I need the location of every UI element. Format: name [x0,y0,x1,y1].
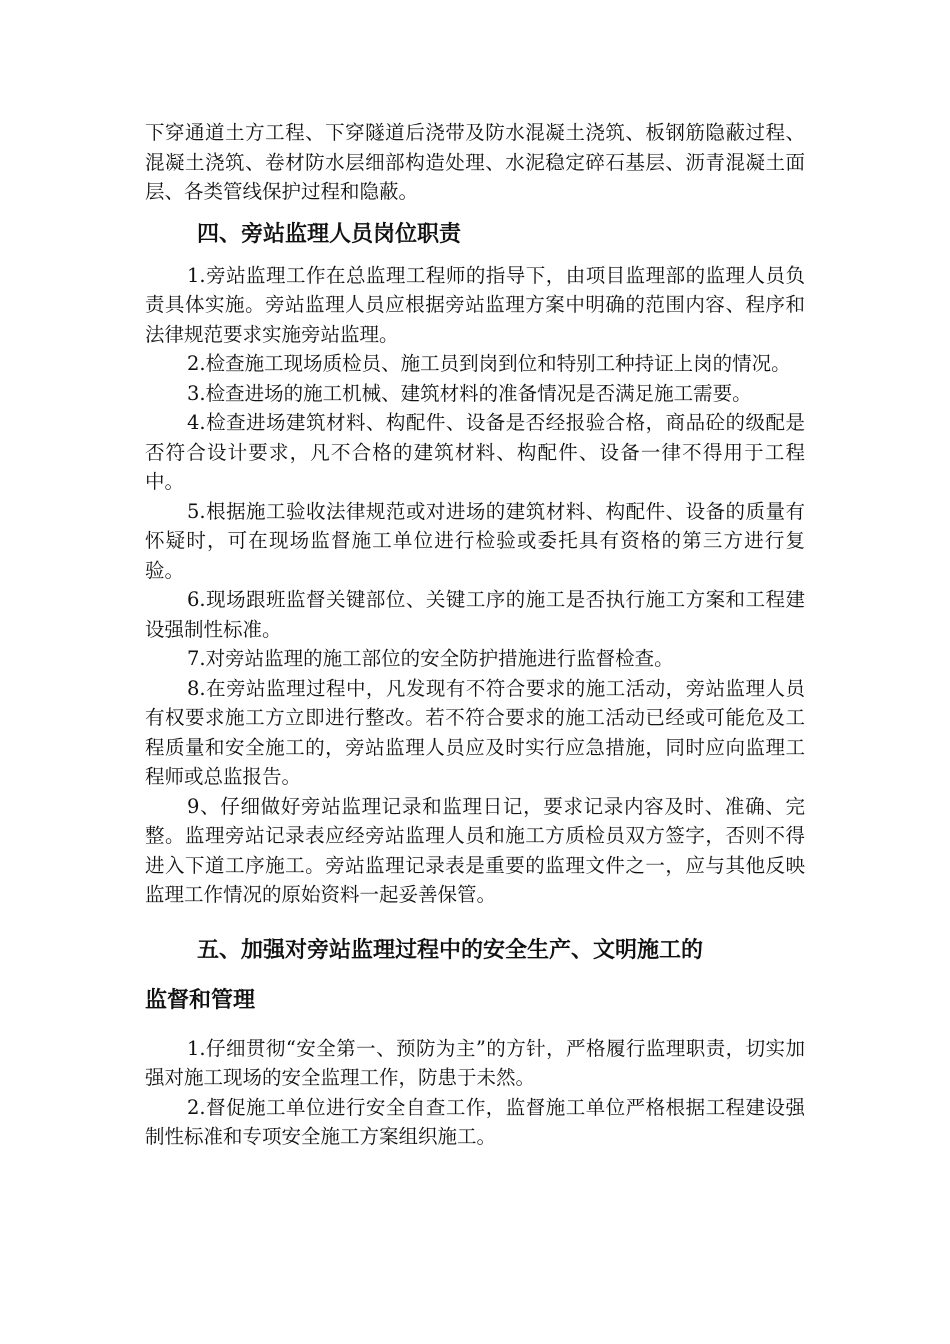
section-5-heading-line-1: 五、加强对旁站监理过程中的安全生产、文明施工的 [197,937,704,963]
section-4-item-7: 7.对旁站监理的施工部位的安全防护措施进行监督检查。 [187,647,674,670]
section-4-item-6: 6.现场跟班监督关键部位、关键工序的施工是否执行施工方案和工程建设强制性标准。 [145,588,805,641]
section-5-item-1: 1.仔细贯彻“安全第一、预防为主”的方针，严格履行监理职责，切实加强对施工现场的安全监理工作，防患于未然。 [145,1036,805,1089]
section-5-heading-line-2: 监督和管理 [145,987,256,1013]
section-4-item-5: 5.根据施工验收法律规范或对进场的建筑材料、构配件、设备的质量有怀疑时，可在现场监督施工单位进行检验或委托具有资格的第三方进行复验。 [145,499,805,582]
document-page [145,118,805,1152]
section-5-heading [145,926,805,1026]
section-4-item-1: 1.旁站监理工作在总监理工程师的指导下，由项目监理部的监理人员负责具体实施。旁站监理人员应根据旁站监理方案中明确的范围内容、程序和法律规范要求实施旁站监理。 [145,263,805,346]
intro-paragraph: 下穿通道土方工程、下穿隧道后浇带及防水混凝土浇筑、板钢筋隐蔽过程、混凝土浇筑、卷材防水层细部构造处理、水泥稳定碎石基层、沥青混凝土面层、各类管线保护过程和隐蔽。 [145,121,805,203]
section-4-item-4: 4.检查进场建筑材料、构配件、设备是否经报验合格，商品砼的级配是否符合设计要求，凡不合格的建筑材料、构配件、设备一律不得用于工程中。 [145,411,805,493]
section-4-item-9: 9、仔细做好旁站监理记录和监理日记，要求记录内容及时、准确、完整。监理旁站记录表应经旁站监理人员和施工方质检员双方签字，否则不得进入下道工序施工。旁站监理记录表是重要的监理文件之一，应与其他反映监理工作情况的原始资料一起妥善保管。 [145,794,805,906]
section-4-item-2: 2.检查施工现场质检员、施工员到岗到位和特别工种持证上岗的情况。 [187,352,791,375]
section-4-item-8: 8.在旁站监理过程中，凡发现有不符合要求的施工活动，旁站监理人员有权要求施工方立即进行整改。若不符合要求的施工活动已经或可能危及工程质量和安全施工的，旁站监理人员应及时实行应急措施，同时应向监理工程师或总监报告。 [145,676,805,788]
section-5-item-2: 2.督促施工单位进行安全自查工作，监督施工单位严格根据工程建设强制性标准和专项安全施工方案组织施工。 [145,1095,805,1148]
section-4-heading: 四、旁站监理人员岗位职责 [197,221,462,247]
section-4-item-3: 3.检查进场的施工机械、建筑材料的准备情况是否满足施工需要。 [187,381,752,405]
